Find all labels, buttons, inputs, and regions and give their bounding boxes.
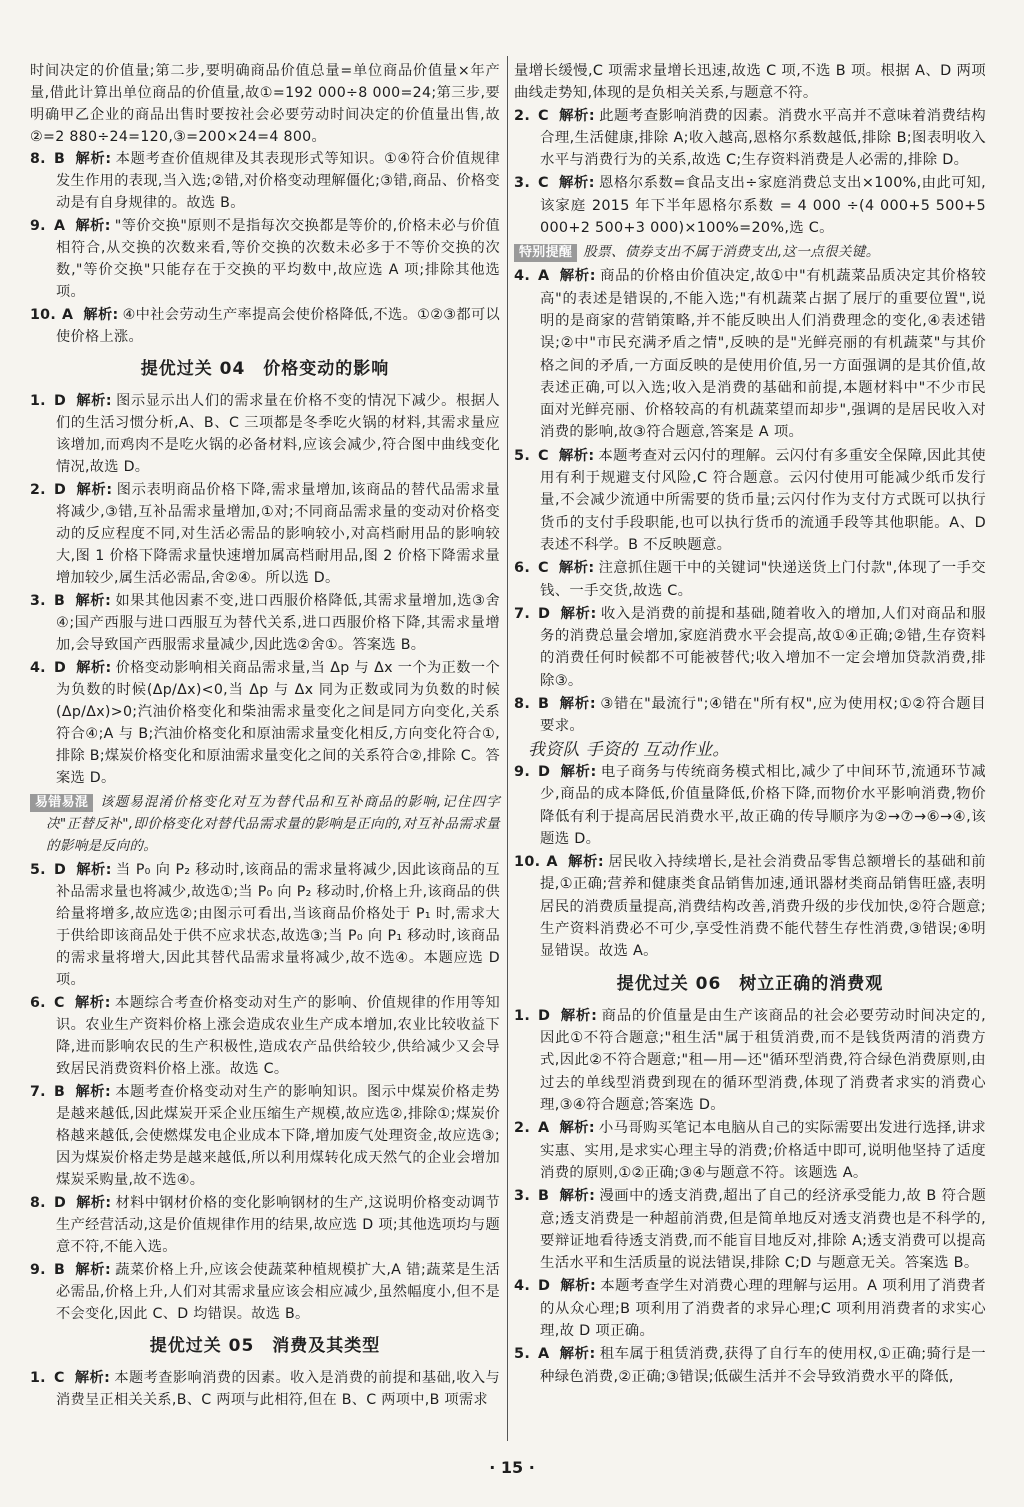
tip-tag: 易错易混 <box>30 794 93 812</box>
analysis-label: 解析: <box>559 1120 595 1137</box>
item-text: 居民收入持续增长,是社会消费品零售总额增长的基础和前提,①正确;营养和健康类食品销售加速,通讯器材类商品销售旺盛,表明居民的消费质量提高,消费结构改善,消费升级的步伐加快,②符合题意;生产资料消费必不可少,享受性消费不能代替生存性消费,③错误;④明显错误。故选 A。 <box>540 854 986 960</box>
item-number: 1. <box>514 1007 531 1024</box>
item-number: 4. <box>30 660 46 676</box>
item-number: 10. <box>30 307 57 323</box>
item-answer: B <box>54 1262 66 1278</box>
item-answer: A <box>54 218 66 234</box>
item-answer: A <box>546 854 558 871</box>
item-answer: B <box>538 1188 550 1205</box>
item-answer: C <box>538 447 549 464</box>
item-number: 5. <box>30 862 46 878</box>
answer-item <box>514 557 986 602</box>
item-number: 3. <box>514 1188 531 1205</box>
item-number: 7. <box>30 1084 46 1100</box>
item-answer: B <box>54 593 66 609</box>
analysis-label: 解析: <box>559 696 596 713</box>
answer-item <box>514 603 986 692</box>
section-heading-06: 提优过关 06 树立正确的消费观 <box>616 973 884 994</box>
tip-text: 该题易混淆价格变化对互为替代品和互补商品的影响,记住四字决"正替反补",即价格变化对替代品需求量的影响是正向的,对互补品需求量的影响是反向的。 <box>46 794 500 854</box>
item-answer: C <box>538 107 549 124</box>
item-answer: D <box>54 393 67 409</box>
analysis-label: 解析: <box>75 593 112 609</box>
analysis-label: 解析: <box>83 307 119 323</box>
item-number: 5. <box>514 447 531 464</box>
left-items-d <box>30 1367 500 1411</box>
analysis-label: 解析: <box>558 447 595 464</box>
answer-item <box>514 1275 986 1342</box>
item-answer: C <box>538 175 549 192</box>
item-answer: A <box>538 268 550 285</box>
left-items-a <box>30 148 500 348</box>
analysis-label: 解析: <box>567 854 604 871</box>
item-answer: D <box>54 1195 67 1211</box>
item-answer: D <box>538 1007 551 1024</box>
analysis-label: 解析: <box>76 482 113 498</box>
analysis-label: 解析: <box>560 1278 597 1295</box>
analysis-label: 解析: <box>560 605 597 622</box>
item-number: 2. <box>514 107 531 124</box>
answer-item <box>514 1005 986 1116</box>
left-intro: 时间决定的价值量;第二步,要明确商品价值总量=单位商品价值量×年产量,借此计算出单位商品的价值量,故①=192 000÷8 000=24;第三步,要明确甲乙企业的商品出售时要按社会必要劳动时间决定的价值量出售,故②=2 880÷24=120,③=200×24=4 800。 <box>30 63 500 145</box>
item-number: 10. <box>514 854 541 871</box>
item-number: 8. <box>30 1195 46 1211</box>
item-number: 2. <box>514 1120 531 1137</box>
answer-item <box>30 215 500 303</box>
column-divider <box>507 56 508 1441</box>
item-answer: D <box>538 763 551 780</box>
item-answer: A <box>62 307 74 323</box>
reminder-note <box>514 241 986 263</box>
answer-item <box>30 1259 500 1325</box>
item-text: 漫画中的透支消费,超出了自己的经济承受能力,故 B 符合题意;透支消费是一种超前消费,但是简单地反对透支消费也是不科学的,要辩证地看待透支消费,而不能盲目地反对,排除 A;透支消费可以提高生活水平和生活质量的说法错误,排除 C;D 与题意无关。答案选 B。 <box>540 1188 987 1272</box>
left-items-c <box>30 859 500 1325</box>
item-text: 价格变动影响相关商品需求量,当 Δp 与 Δx 一个为正数一个为负数的时候(Δp/Δx)<0,当 Δp 与 Δx 同为正数或同为负数的时候(Δp/Δx)>0;汽油价格变化和柴油需求量变化之间是同方向变化,关系符合④;A 与 B;汽油价格变化和原油需求量变化相反,方向变化符合①,排除 B;煤炭价格变化和原油需求量变化之间的关系符合②,排除 C。答案选 D。 <box>56 660 500 786</box>
left-items-b <box>30 390 500 789</box>
analysis-label: 解析: <box>559 268 596 285</box>
analysis-label: 解析: <box>75 1262 111 1278</box>
item-text: 电子商务与传统商务模式相比,减少了中间环节,流通环节减少,商品的成本降低,价值量降低,价格下降,而物价水平影响消费,物价降低有利于提高居民消费水平,故正确的传导顺序为②→⑦→⑥→④,该题选 D。 <box>540 763 986 847</box>
answer-item <box>514 761 986 850</box>
answer-item <box>30 859 500 991</box>
item-number: 6. <box>514 560 531 577</box>
reminder-tag: 特别提醒 <box>514 244 577 262</box>
item-text: 租车属于租赁消费,获得了自行车的使用权,①正确;骑行是一种绿色消费,②正确;③错误;低碳生活并不会导致消费水平的降低, <box>540 1346 986 1385</box>
analysis-label: 解析: <box>76 393 112 409</box>
right-items-c <box>514 761 986 963</box>
answer-item <box>30 390 500 478</box>
item-answer: D <box>538 605 551 622</box>
item-answer: C <box>538 560 549 577</box>
item-number: 8. <box>514 696 531 713</box>
item-text: 图示显示出人们的需求量在价格不变的情况下减少。根据人们的生活习惯分析,A、B、C 三项都是冬季吃火锅的材料,其需求量应该增加,而鸡肉不是吃火锅的必备材料,应该会减少,符合图中曲线变化情况,故选 D。 <box>56 393 500 475</box>
item-text: 注意抓住题干中的关键词"快递送货上门付款",体现了一手交钱、一手交货,故选 C。 <box>540 560 986 599</box>
item-text: 本题考查影响消费的因素。收入是消费的前提和基础,收入与消费呈正相关关系,B、C 两项与此相符,但在 B、C 两项中,B 项需求 <box>56 1370 500 1408</box>
analysis-label: 解析: <box>75 218 111 234</box>
item-number: 1. <box>30 393 46 409</box>
item-answer: D <box>54 862 67 878</box>
item-number: 8. <box>30 151 46 167</box>
answer-item <box>30 992 500 1080</box>
right-intro: 量增长缓慢,C 项需求量增长迅速,故选 C 项,不选 B 项。根据 A、D 两项曲线走势知,体现的是负相关关系,与题意不符。 <box>514 63 986 102</box>
item-answer: B <box>54 151 66 167</box>
item-text: 此题考查影响消费的因素。消费水平高并不意味着消费结构合理,生活健康,排除 A;收入越高,恩格尔系数越低,排除 B;图表明收入水平与消费行为的关系,故选 C;生存资料消费是人必需的,排除 D。 <box>540 107 986 169</box>
item-number: 4. <box>514 1278 531 1295</box>
answer-item <box>514 1185 986 1274</box>
right-column <box>514 60 986 1389</box>
answer-item <box>30 1367 500 1411</box>
item-number: 1. <box>30 1370 46 1386</box>
tip-note <box>30 791 500 857</box>
item-text: 本题考查对云闪付的理解。云闪付有多重安全保障,因此其使用有利于规避支付风险,C 符合题意。云闪付使用可能减少纸币发行量,不会减少流通中所需要的货币量;云闪付作为支付方式既可以执行货币的支付手段职能,也可以执行货币的流通手段等其他职能。A、D 表述不科学。B 不反映题意。 <box>540 447 986 553</box>
answer-item <box>30 657 500 789</box>
answer-item <box>30 479 500 589</box>
item-text: 图示表明商品价格下降,需求量增加,该商品的替代品需求量将减少,③错,互补品需求量增加,①对;不同商品需求量的变动对价格变动的反应程度不同,对生活必需品的影响较小,对高档耐用品的影响较大,图 1 价格下降需求量快速增加属高档耐用品,图 2 价格下降需求量增加较少,属生活必需品,舍②④。所以选 D。 <box>56 482 500 586</box>
answer-item <box>514 265 986 443</box>
answer-item <box>30 590 500 656</box>
item-text: 本题考查价格变动对生产的影响知识。图示中煤炭价格走势是越来越低,因此煤炭开采企业压缩生产规模,故应选②,排除①;煤炭价格越来越低,会使燃煤发电企业成本下降,增加废气处理资金,故应选③;因为煤炭价格走势是越来越低,所以利用煤转化成天然气的企业会增加煤炭采购量,故不选④。 <box>56 1084 500 1188</box>
answer-item <box>514 105 986 172</box>
handwritten-note: 我资队 手资的 互动作业。 <box>528 739 730 760</box>
item-answer: B <box>54 1084 66 1100</box>
section-heading-05: 提优过关 05 消费及其类型 <box>149 1336 381 1356</box>
item-number: 5. <box>514 1346 531 1363</box>
item-text: 恩格尔系数=食品支出÷家庭消费总支出×100%,由此可知,该家庭 2015 年下半年恩格尔系数 = 4 000 ÷(4 000+5 500+5 000+2 500+3 000)×100%=20%,选 C。 <box>540 175 987 237</box>
analysis-label: 解析: <box>559 1188 596 1205</box>
page-number: · 15 · <box>489 1458 535 1477</box>
answer-item <box>514 1117 986 1184</box>
item-number: 9. <box>514 763 531 780</box>
item-text: 本题考查学生对消费心理的理解与运用。A 项利用了消费者的从众心理;B 项利用了消费者的求异心理;C 项利用消费者的求实心理,故 D 项正确。 <box>540 1278 986 1340</box>
analysis-label: 解析: <box>558 175 595 192</box>
item-text: 收入是消费的前提和基础,随着收入的增加,人们对商品和服务的消费总量会增加,家庭消费水平会提高,故①④正确;②错,生存资料的消费任何时候都不可能被替代;收入增加不一定会增加贷款消费,排除③。 <box>540 605 986 689</box>
item-answer: B <box>538 696 550 713</box>
left-column <box>30 60 500 1412</box>
answer-item <box>514 851 986 962</box>
answer-item <box>514 172 986 239</box>
item-answer: D <box>538 1278 551 1295</box>
analysis-label: 解析: <box>559 1346 596 1363</box>
item-text: 材料中钢材价格的变化影响钢材的生产,这说明价格变动调节生产经营活动,这是价值规律作用的结果,故应选 D 项;其他选项均与题意不符,不能入选。 <box>56 1195 500 1255</box>
reminder-text: 股票、债券支出不属于消费支出,这一点很关键。 <box>583 244 880 261</box>
analysis-label: 解析: <box>560 1007 598 1024</box>
analysis-label: 解析: <box>74 1370 111 1386</box>
analysis-label: 解析: <box>75 151 112 167</box>
item-answer: A <box>538 1346 550 1363</box>
item-text: 商品的价格由价值决定,故①中"有机蔬菜品质决定其价格较高"的表述是错误的,不能入选;"有机蔬菜占据了展厅的重要位置",说明的是商家的营销策略,并不能反映出人们消费理念的变化,④表述错误;②中"市民充满矛盾之情",反映的是"光鲜亮丽的有机蔬菜"与其价格之间的矛盾,一方面反映的是使用价值,另一方面强调的是其价值,故表述正确,可以入选;收入是消费的基础和前提,本题材料中"不少市民面对光鲜亮丽、价格较高的有机蔬菜望而却步",强调的是居民收入对消费的影响,故③符合题意,答案是 A 项。 <box>540 268 987 441</box>
item-text: 小马哥购买笔记本电脑从自己的实际需要出发进行选择,讲求实惠、实用,是求实心理主导的消费;价格适中即可,说明他坚持了适度消费的原则,①②正确;③④与题意不符。该题选 A。 <box>540 1120 986 1181</box>
item-text: 如果其他因素不变,进口西服价格降低,其需求量增加,选③舍④;国产西服与进口西服互为替代关系,进口西服价格下降,其需求量增加,会导致国产西服需求量减少,因此选②舍①。答案选 B。 <box>56 593 500 653</box>
answer-item <box>514 693 986 738</box>
item-answer: C <box>54 1370 65 1386</box>
item-number: 3. <box>514 175 531 192</box>
item-number: 7. <box>514 605 531 622</box>
item-number: 6. <box>30 995 46 1011</box>
item-answer: D <box>54 660 67 676</box>
analysis-label: 解析: <box>75 1084 112 1100</box>
right-items-a <box>514 105 986 240</box>
item-number: 2. <box>30 482 46 498</box>
item-number: 9. <box>30 218 46 234</box>
answer-item <box>30 148 500 214</box>
item-answer: A <box>538 1120 550 1137</box>
answer-item <box>30 1192 500 1258</box>
analysis-label: 解析: <box>560 763 597 780</box>
item-text: 本题综合考查价格变动对生产的影响、价值规律的作用等知识。农业生产资料价格上涨会造成农业生产成本增加,农业比较收益下降,进而影响农民的生产积极性,造成农产品供给较少,供给减少又会导致居民消费资料价格上涨。故选 C。 <box>56 995 500 1077</box>
item-answer: D <box>54 482 67 498</box>
item-text: 商品的价值量是由生产该商品的社会必要劳动时间决定的,因此①不符合题意;"租生活"属于租赁消费,而不是钱货两清的消费方式,因此②不符合题意;"租—用—还"循环型消费,符合绿色消费原则,由过去的单线型消费到现在的循环型消费,体现了消费者求实的消费心理,③④符合题意;答案选 D。 <box>540 1007 986 1114</box>
analysis-label: 解析: <box>74 995 111 1011</box>
analysis-label: 解析: <box>76 1195 112 1211</box>
item-number: 4. <box>514 268 531 285</box>
item-text: 蔬菜价格上升,应该会使蔬菜种植规模扩大,A 错;蔬菜是生活必需品,价格上升,人们对其需求量应该会相应减少,虽然幅度小,但不是不会变化,因此 C、D 均错误。故选 B。 <box>56 1262 501 1322</box>
item-text: ③错在"最流行";④错在"所有权",应为使用权;①②符合题目要求。 <box>540 696 987 735</box>
analysis-label: 解析: <box>558 107 595 124</box>
answer-item <box>514 445 986 556</box>
analysis-label: 解析: <box>76 660 112 676</box>
item-text: 本题考查价值规律及其表现形式等知识。①④符合价值规律发生作用的表现,当入选;②错,对价格变动理解僵化;③错,商品、价格变动是有自身规律的。故选 B。 <box>56 151 500 211</box>
answer-item <box>514 1343 986 1388</box>
item-number: 9. <box>30 1262 46 1278</box>
item-text: 当 P₀ 向 P₂ 移动时,该商品的需求量将减少,因此该商品的互补品需求量也将减少,故选①;当 P₀ 向 P₂ 移动时,价格上升,该商品的供给量将增多,故应选②;由图示可看出,当该商品价格处于 P₁ 时,需求大于供给即该商品处于供不应求状态,故选③;当 P₀ 向 P₁ 移动时,该商品的需求量将增大,因此其替代品需求量将减少,故不选④。本题应选 D 项。 <box>56 862 500 988</box>
right-items-b <box>514 265 986 737</box>
item-text: ④中社会劳动生产率提高会使价格降低,不选。①②③都可以使价格上涨。 <box>56 307 500 345</box>
analysis-label: 解析: <box>558 560 595 577</box>
answer-item <box>30 1081 500 1191</box>
section-heading-04: 提优过关 04 价格变动的影响 <box>140 359 390 379</box>
item-answer: C <box>54 995 65 1011</box>
item-number: 3. <box>30 593 46 609</box>
item-text: "等价交换"原则不是指每次交换都是等价的,价格未必与价值相符合,从交换的次数来看,等价交换的次数未必多于不等价交换的次数,"等价交换"只能存在于交换的平均数中,故应选 A 项;排除其他选项。 <box>56 218 500 300</box>
right-items-d <box>514 1005 986 1388</box>
answer-item <box>30 304 500 348</box>
analysis-label: 解析: <box>76 862 112 878</box>
